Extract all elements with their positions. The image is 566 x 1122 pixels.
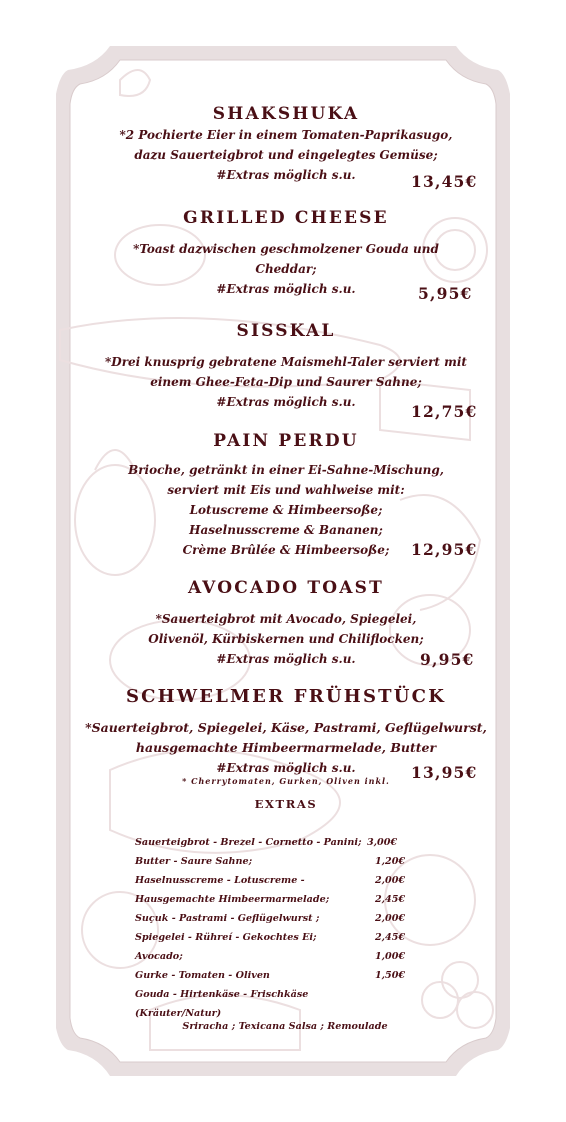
extras-item-name: (Kräuter/Natur) (135, 1008, 222, 1019)
extras-item-price: 1,20€ (375, 856, 406, 867)
extras-item-name: Sauerteigbrot - Brezel - Cornetto - Panini; (135, 837, 362, 848)
extras-item-name: Gurke - Tomaten - Oliven (135, 970, 270, 981)
extras-item-price: 2,45€ (375, 894, 406, 905)
dish-description-line: serviert mit Eis und wahlweise mit: (167, 483, 405, 497)
extras-item-price: 3,00€ (367, 837, 398, 848)
extras-title: EXTRAS (254, 797, 318, 811)
extras-item (135, 966, 435, 985)
dish-description-line: *Drei knusprig gebratene Maismehl-Taler serviert mit (105, 355, 467, 369)
extras-item (135, 871, 435, 890)
dish-extras-note: #Extras möglich s.u. (216, 282, 356, 296)
dish-price: 9,95€ (420, 650, 475, 669)
dish-description-line: Brioche, getränkt in einer Ei-Sahne-Mischung, (128, 463, 444, 477)
extras-item-price: 1,50€ (375, 970, 406, 981)
dish-title: GRILLED CHEESE (183, 208, 389, 228)
extras-list (135, 833, 435, 1023)
extras-item-price: 1,00€ (375, 951, 406, 962)
extras-item-name: Gouda - Hirtenkäse - Frischkäse (135, 989, 309, 1000)
dish-avocado-toast (96, 577, 476, 669)
dish-description-line: *2 Pochierte Eier in einem Tomaten-Paprikasugo, (119, 128, 453, 142)
extras-item-name: Suçuk - Pastrami - Geflügelwurst ; (135, 913, 320, 924)
dish-description-line: *Sauerteigbrot, Spiegelei, Käse, Pastrami, Geflügelwurst, (85, 720, 487, 735)
dish-sisskal (96, 320, 476, 412)
dish-title: AVOCADO TOAST (187, 578, 385, 598)
dish-title: PAIN PERDU (213, 431, 359, 451)
dish-description-line: Olivenöl, Kürbiskernen und Chiliflocken; (148, 632, 424, 646)
extras-item (135, 947, 435, 966)
extras-item (135, 985, 435, 1004)
extras-item-name: Haselnusscreme - Lotuscreme - (135, 875, 305, 886)
dish-price: 5,95€ (418, 284, 473, 303)
extras-item-price: 2,45€ (375, 932, 406, 943)
dish-description-line: einem Ghee-Feta-Dip und Saurer Sahne; (150, 375, 422, 389)
extras-item (135, 928, 435, 947)
dish-extras-note: #Extras möglich s.u. (216, 395, 356, 409)
dish-description-line: dazu Sauerteigbrot und eingelegtes Gemüse; (134, 148, 438, 162)
dish-description-line: Lotuscreme & Himbeersoße; (189, 503, 383, 517)
dish-title: SHAKSHUKA (212, 104, 360, 124)
dish-extras-note: #Extras möglich s.u. (216, 652, 356, 666)
extras-item (135, 890, 435, 909)
sauces-line: Sriracha ; Texicana Salsa ; Remoulade (182, 1021, 388, 1032)
dish-title: SISSKAL (236, 321, 336, 341)
extras-item-name: Hausgemachte Himbeermarmelade; (135, 894, 330, 905)
dish-price: 12,95€ (411, 540, 478, 559)
dish-price: 13,45€ (411, 172, 478, 191)
dish-description-line: *Toast dazwischen geschmolzener Gouda und (133, 242, 439, 256)
dish-title: SCHWELMER FRÜHSTÜCK (125, 686, 447, 707)
dish-extras-note: #Extras möglich s.u. (216, 168, 356, 182)
dish-included-note: * Cherrytomaten, Gurken, Oliven inkl. (182, 776, 390, 786)
dish-price: 13,95€ (411, 763, 478, 782)
dish-description-line: *Sauerteigbrot mit Avocado, Spiegelei, (155, 612, 417, 626)
extras-item (135, 909, 435, 928)
extras-item-price: 2,00€ (375, 913, 406, 924)
extras-item-price: 2,00€ (375, 875, 406, 886)
extras-item-name: Avocado; (135, 951, 183, 962)
extras-item-name: Spiegelei - Rühreí - Gekochtes Ei; (135, 932, 317, 943)
dish-price: 12,75€ (411, 402, 478, 421)
extras-item (135, 833, 435, 852)
dish-description-line: Haselnusscreme & Bananen; (189, 523, 383, 537)
dish-extras-note: #Extras möglich s.u. (216, 761, 356, 775)
extras-item (135, 852, 435, 871)
dish-description-line: Cheddar; (255, 262, 317, 276)
dish-description-line: Crème Brûlée & Himbeersoße; (182, 543, 390, 557)
extras-item-name: Butter - Saure Sahne; (135, 856, 253, 867)
dish-description-line: hausgemachte Himbeermarmelade, Butter (135, 740, 437, 755)
